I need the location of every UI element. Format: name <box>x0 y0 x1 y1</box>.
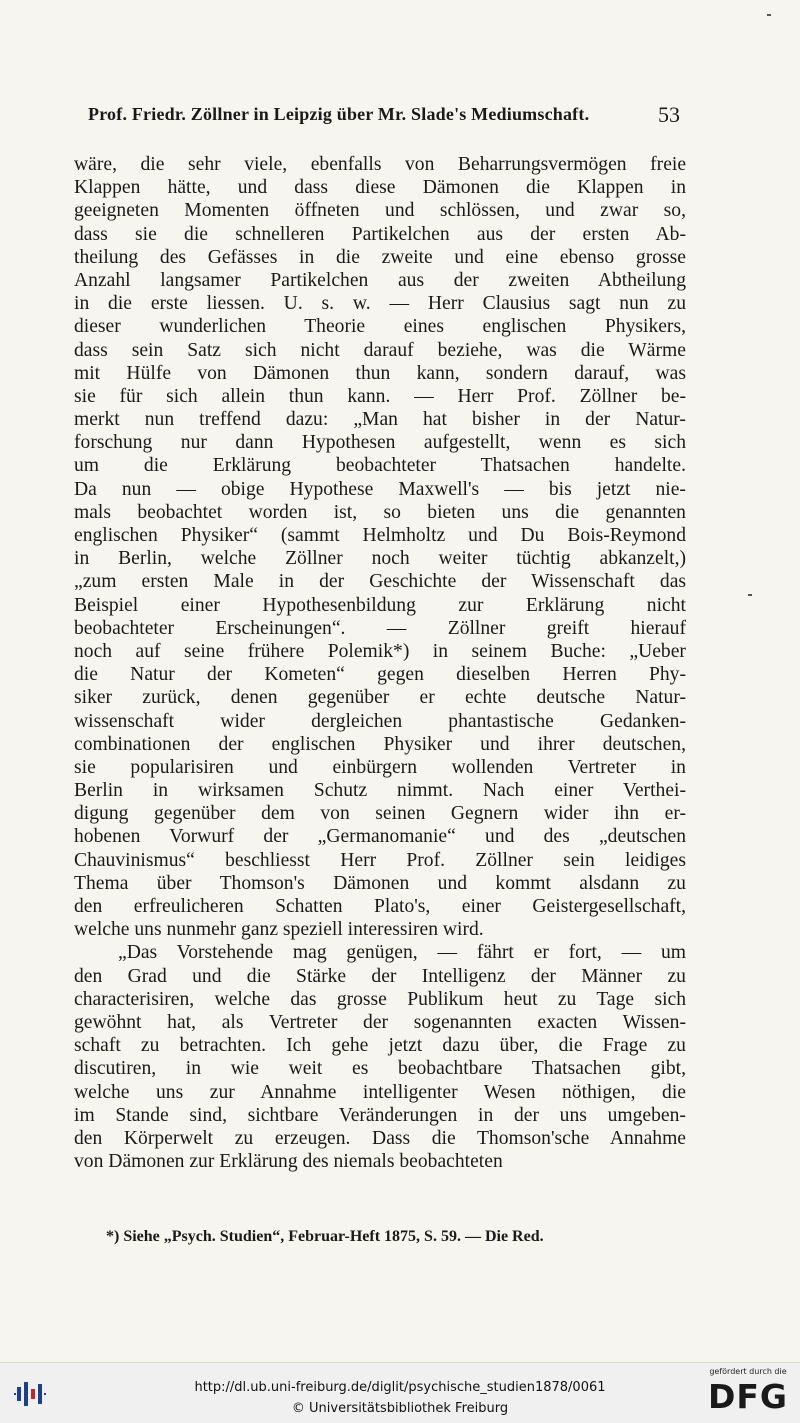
text-line: mals beobachtet worden ist, so bieten uns die genannten <box>74 501 686 523</box>
viewer-footer <box>0 1362 800 1423</box>
text-line: den erfreulicheren Schatten Plato's, einer Geistergesellschaft, <box>74 896 686 917</box>
text-line: den Körperwelt zu erzeugen. Dass die Thomson'sche Annahme <box>74 1127 686 1149</box>
dfg-logo <box>706 1367 790 1421</box>
text-line: Chauvinismus“ beschliesst Herr Prof. Zöllner sein leidiges <box>74 849 686 871</box>
text-line: siker zurück, denen gegenüber er echte deutsche Natur- <box>74 687 686 709</box>
text-line: merkt nun treffend dazu: „Man hat bisher in der Natur- <box>74 409 686 431</box>
text-line: geeigneten Momenten öffneten und schlössen, und zwar so, <box>74 200 686 222</box>
text-line: Beispiel einer Hypothesenbildung zur Erklärung nicht <box>74 594 686 616</box>
text-line: welche uns nunmehr ganz speziell interessiren wird. <box>74 919 484 941</box>
footnote: *) Siehe „Psych. Studien“, Februar-Heft 1875, S. 59. — Die Red. <box>106 1228 544 1245</box>
text-line: in die erste liessen. U. s. w. — Herr Clausius sagt nun zu <box>74 293 686 315</box>
text-line: um die Erklärung beobachteter Thatsachen handelte. <box>74 455 686 477</box>
text-line: sie für sich allein thun kann. — Herr Prof. Zöllner be- <box>74 385 686 407</box>
text-line: in Berlin, welche Zöllner noch weiter tüchtig abkanzelt,) <box>74 548 686 570</box>
text-line: Berlin in wirksamen Schutz nimmt. Nach einer Verthei- <box>74 780 686 802</box>
text-line: digung gegenüber dem von seinen Gegnern wider ihn er- <box>74 803 686 825</box>
text-line: dieser wunderlichen Theorie eines englischen Physikers, <box>74 316 686 338</box>
text-line: „Das Vorstehende mag genügen, — fährt er fort, — um <box>118 942 686 964</box>
page-number: 53 <box>658 102 680 127</box>
text-line: von Dämonen zur Erklärung des niemals beobachteten <box>74 1151 503 1173</box>
text-line: forschung nur dann Hypothesen aufgestellt, wenn es sich <box>74 432 686 454</box>
text-line: dass sein Satz sich nicht darauf beziehe, was die Wärme <box>74 339 686 361</box>
body-text <box>74 153 686 1173</box>
copyright-notice: © Universitätsbibliothek Freiburg <box>291 1401 509 1416</box>
text-line: combinationen der englischen Physiker und ihrer deutschen, <box>74 733 686 755</box>
text-line: discutiren, in wie weit es beobachtbare Thatsachen gibt, <box>74 1058 686 1080</box>
text-line: Da nun — obige Hypothese Maxwell's — bis jetzt nie- <box>74 478 686 500</box>
text-line: den Grad und die Stärke der Intelligenz der Männer zu <box>74 965 686 987</box>
text-line: gewöhnt hat, als Vertreter der sogenannten exacten Wissen- <box>74 1011 686 1033</box>
dfg-logo-text: DFG <box>707 1377 789 1416</box>
text-line: welche uns zur Annahme intelligenter Wesen nöthigen, die <box>74 1081 686 1103</box>
running-title: Prof. Friedr. Zöllner in Leipzig über Mr. Slade's Mediumschaft. <box>88 104 590 124</box>
text-line: noch auf seine frühere Polemik*) in seinem Buche: „Ueber <box>74 640 686 662</box>
text-line: mit Hülfe von Dämonen thun kann, sondern darauf, was <box>74 362 686 384</box>
text-line: dass sie die schnelleren Partikelchen aus der ersten Ab- <box>74 223 686 245</box>
text-line: wäre, die sehr viele, ebenfalls von Beharrungsvermögen freie <box>74 154 686 175</box>
text-line: schaft zu betrachten. Ich gehe jetzt dazu über, die Frage zu <box>74 1035 686 1057</box>
page-url-link[interactable]: http://dl.ub.uni-freiburg.de/diglit/psychische_studien1878/0061 <box>194 1380 606 1395</box>
text-line: beobachteter Erscheinungen“. — Zöllner greift hierauf <box>74 617 686 639</box>
text-line: wissenschaft wider dergleichen phantastische Gedanken- <box>74 710 686 732</box>
scan-mark <box>748 594 752 596</box>
text-line: hobenen Vorwurf der „Germanomanie“ und des „deutschen <box>74 826 686 848</box>
scan-mark <box>767 14 771 16</box>
text-line: „zum ersten Male in der Geschichte der Wissenschaft das <box>74 571 686 593</box>
text-line: theilung des Gefässes in die zweite und eine ebenso grosse <box>74 246 686 268</box>
text-line: die Natur der Kometen“ gegen dieselben Herren Phy- <box>74 664 686 686</box>
text-line: englischen Physiker“ (sammt Helmholtz und Du Bois-Reymond <box>74 525 686 546</box>
text-line: sie popularisiren und einbürgern wollenden Vertreter in <box>74 756 686 778</box>
dfg-caption: gefördert durch die <box>709 1367 787 1376</box>
text-line: im Stande sind, sichtbare Veränderungen in der uns umgeben- <box>74 1104 686 1126</box>
text-line: Thema über Thomson's Dämonen und kommt alsdann zu <box>74 872 686 894</box>
text-line: Klappen hätte, und dass diese Dämonen die Klappen in <box>74 177 686 199</box>
text-line: Anzahl langsamer Partikelchen aus der zweiten Abtheilung <box>74 269 686 291</box>
text-line: characterisiren, welche das grosse Publikum heut zu Tage sich <box>74 988 686 1010</box>
